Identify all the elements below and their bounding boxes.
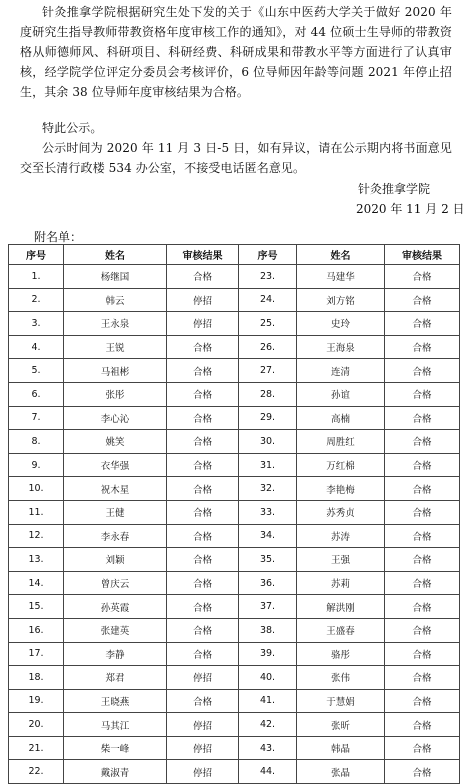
table-cell: 曾庆云 bbox=[64, 571, 167, 595]
table-cell: 合格 bbox=[167, 430, 239, 454]
table-cell: 合格 bbox=[167, 335, 239, 359]
table-cell: 合格 bbox=[167, 382, 239, 406]
table-cell: 合格 bbox=[385, 713, 460, 737]
table-cell: 合格 bbox=[385, 335, 460, 359]
table-cell: 王锐 bbox=[64, 335, 167, 359]
table-cell: 合格 bbox=[385, 500, 460, 524]
notice-paragraph-1: 针灸推拿学院根据研究生处下发的关于《山东中医药大学关于做好 2020 年度研究生指导教师带教资格年度审核工作的通知》，对 44 位硕士生导师的带教资格从师德师风、科研项目、科研经费、科研成果和带教水平等方面进行了认真审核，经学院学位评定分委员会考核评价，6 位导师因年龄等问题 2021 年停止招生，其余 38 位导师年度审核结果为合格。 bbox=[20, 5, 452, 99]
table-cell: 43. bbox=[239, 736, 297, 760]
table-cell: 周胜红 bbox=[297, 430, 385, 454]
table-row bbox=[9, 335, 460, 359]
header-cell: 审核结果 bbox=[385, 245, 460, 265]
table-cell: 杨继国 bbox=[64, 265, 167, 289]
table-row bbox=[9, 406, 460, 430]
table-cell: 22. bbox=[9, 760, 64, 784]
table-row bbox=[9, 760, 460, 784]
table-cell: 31. bbox=[239, 453, 297, 477]
table-cell: 38. bbox=[239, 618, 297, 642]
table-cell: 刘方铭 bbox=[297, 288, 385, 312]
table-cell: 高楠 bbox=[297, 406, 385, 430]
table-cell: 42. bbox=[239, 713, 297, 737]
notice-paragraph-2: 特此公示。 bbox=[42, 121, 103, 135]
table-row bbox=[9, 288, 460, 312]
table-cell: 15. bbox=[9, 595, 64, 619]
table-cell: 合格 bbox=[385, 382, 460, 406]
table-cell: 合格 bbox=[167, 359, 239, 383]
table-cell: 11. bbox=[9, 500, 64, 524]
table-cell: 合格 bbox=[167, 642, 239, 666]
table-cell: 姚笑 bbox=[64, 430, 167, 454]
table-cell: 张建英 bbox=[64, 618, 167, 642]
table-cell: 苏涛 bbox=[297, 524, 385, 548]
table-row bbox=[9, 666, 460, 690]
table-cell: 2. bbox=[9, 288, 64, 312]
table-cell: 合格 bbox=[385, 595, 460, 619]
table-cell: 合格 bbox=[167, 571, 239, 595]
table-cell: 合格 bbox=[385, 618, 460, 642]
table-cell: 王强 bbox=[297, 548, 385, 572]
table-row bbox=[9, 595, 460, 619]
table-cell: 苏莉 bbox=[297, 571, 385, 595]
table-cell: 史玲 bbox=[297, 312, 385, 336]
table-cell: 6. bbox=[9, 382, 64, 406]
table-cell: 14. bbox=[9, 571, 64, 595]
table-cell: 合格 bbox=[385, 288, 460, 312]
table-cell: 9. bbox=[9, 453, 64, 477]
attachment-title: 附名单： bbox=[34, 230, 83, 244]
table-cell: 王晓燕 bbox=[64, 689, 167, 713]
table-cell: 停招 bbox=[167, 312, 239, 336]
table-cell: 34. bbox=[239, 524, 297, 548]
table-cell: 合格 bbox=[385, 571, 460, 595]
table-cell: 合格 bbox=[385, 312, 460, 336]
table-cell: 苏秀贞 bbox=[297, 500, 385, 524]
table-cell: 万红棉 bbox=[297, 453, 385, 477]
table-cell: 衣华强 bbox=[64, 453, 167, 477]
table-row bbox=[9, 477, 460, 501]
table-cell: 连清 bbox=[297, 359, 385, 383]
table-cell: 25. bbox=[239, 312, 297, 336]
header-cell: 审核结果 bbox=[167, 245, 239, 265]
table-cell: 39. bbox=[239, 642, 297, 666]
table-cell: 合格 bbox=[385, 265, 460, 289]
table-cell: 33. bbox=[239, 500, 297, 524]
table-cell: 29. bbox=[239, 406, 297, 430]
table-cell: 戴淑青 bbox=[64, 760, 167, 784]
table-cell: 19. bbox=[9, 689, 64, 713]
table-cell: 合格 bbox=[385, 524, 460, 548]
table-cell: 41. bbox=[239, 689, 297, 713]
table-cell: 26. bbox=[239, 335, 297, 359]
table-cell: 合格 bbox=[385, 642, 460, 666]
table-cell: 解洪刚 bbox=[297, 595, 385, 619]
table-cell: 李艳梅 bbox=[297, 477, 385, 501]
table-row bbox=[9, 382, 460, 406]
table-row bbox=[9, 571, 460, 595]
table-cell: 孙谊 bbox=[297, 382, 385, 406]
header-cell: 序号 bbox=[239, 245, 297, 265]
table-cell: 合格 bbox=[167, 548, 239, 572]
table-cell: 4. bbox=[9, 335, 64, 359]
table-cell: 马其江 bbox=[64, 713, 167, 737]
table-cell: 韩晶 bbox=[297, 736, 385, 760]
header-cell: 姓名 bbox=[64, 245, 167, 265]
table-cell: 李静 bbox=[64, 642, 167, 666]
table-row bbox=[9, 453, 460, 477]
table-cell: 21. bbox=[9, 736, 64, 760]
table-cell: 张彤 bbox=[64, 382, 167, 406]
table-cell: 于慧娟 bbox=[297, 689, 385, 713]
table-cell: 王健 bbox=[64, 500, 167, 524]
table-cell: 王永泉 bbox=[64, 312, 167, 336]
table-cell: 44. bbox=[239, 760, 297, 784]
table-cell: 16. bbox=[9, 618, 64, 642]
table-row bbox=[9, 713, 460, 737]
table-cell: 1. bbox=[9, 265, 64, 289]
table-header-row bbox=[9, 245, 460, 265]
table-cell: 合格 bbox=[167, 524, 239, 548]
table-cell: 合格 bbox=[167, 595, 239, 619]
notice-date: 2020 年 11 月 2 日 bbox=[356, 202, 465, 216]
table-cell: 8. bbox=[9, 430, 64, 454]
table-row bbox=[9, 642, 460, 666]
table-row bbox=[9, 524, 460, 548]
table-row bbox=[9, 430, 460, 454]
table-cell: 20. bbox=[9, 713, 64, 737]
table-cell: 合格 bbox=[385, 736, 460, 760]
review-results-table bbox=[8, 244, 460, 784]
table-cell: 王海泉 bbox=[297, 335, 385, 359]
table-cell: 27. bbox=[239, 359, 297, 383]
table-cell: 停招 bbox=[167, 713, 239, 737]
table-cell: 刘颖 bbox=[64, 548, 167, 572]
table-body bbox=[9, 265, 460, 784]
header-cell: 姓名 bbox=[297, 245, 385, 265]
table-cell: 王盛春 bbox=[297, 618, 385, 642]
table-cell: 合格 bbox=[385, 689, 460, 713]
table-cell: 合格 bbox=[167, 477, 239, 501]
table-cell: 李永春 bbox=[64, 524, 167, 548]
table-row bbox=[9, 265, 460, 289]
table-cell: 马建华 bbox=[297, 265, 385, 289]
table-cell: 30. bbox=[239, 430, 297, 454]
table-cell: 郑君 bbox=[64, 666, 167, 690]
table-cell: 柴一峰 bbox=[64, 736, 167, 760]
table-row bbox=[9, 500, 460, 524]
table-cell: 12. bbox=[9, 524, 64, 548]
table-row bbox=[9, 359, 460, 383]
table-cell: 李心沁 bbox=[64, 406, 167, 430]
table-cell: 停招 bbox=[167, 760, 239, 784]
table-cell: 孙英霞 bbox=[64, 595, 167, 619]
table-cell: 停招 bbox=[167, 288, 239, 312]
notice-paragraph-3: 公示时间为 2020 年 11 月 3 日-5 日，如有异议，请在公示期内将书面意见交至长清行政楼 534 办公室，不接受电话匿名意见。 bbox=[20, 141, 452, 175]
table-cell: 40. bbox=[239, 666, 297, 690]
table-cell: 合格 bbox=[385, 666, 460, 690]
table-cell: 23. bbox=[239, 265, 297, 289]
table-cell: 祝木星 bbox=[64, 477, 167, 501]
header-cell: 序号 bbox=[9, 245, 64, 265]
table-cell: 张伟 bbox=[297, 666, 385, 690]
table-cell: 18. bbox=[9, 666, 64, 690]
table-cell: 合格 bbox=[385, 430, 460, 454]
table-cell: 28. bbox=[239, 382, 297, 406]
table-cell: 停招 bbox=[167, 666, 239, 690]
table-cell: 合格 bbox=[167, 689, 239, 713]
table-cell: 合格 bbox=[385, 760, 460, 784]
table-cell: 24. bbox=[239, 288, 297, 312]
table-cell: 3. bbox=[9, 312, 64, 336]
table-cell: 32. bbox=[239, 477, 297, 501]
table-cell: 张晶 bbox=[297, 760, 385, 784]
table-cell: 合格 bbox=[167, 618, 239, 642]
table-cell: 骆彤 bbox=[297, 642, 385, 666]
table-cell: 13. bbox=[9, 548, 64, 572]
table-cell: 35. bbox=[239, 548, 297, 572]
table-cell: 合格 bbox=[385, 453, 460, 477]
table-cell: 7. bbox=[9, 406, 64, 430]
table-cell: 张昕 bbox=[297, 713, 385, 737]
table-cell: 合格 bbox=[167, 453, 239, 477]
table-cell: 停招 bbox=[167, 736, 239, 760]
table-cell: 10. bbox=[9, 477, 64, 501]
table-cell: 合格 bbox=[167, 265, 239, 289]
table-cell: 合格 bbox=[385, 548, 460, 572]
table-cell: 合格 bbox=[385, 359, 460, 383]
table-row bbox=[9, 689, 460, 713]
table-cell: 合格 bbox=[385, 477, 460, 501]
table-cell: 马祖彬 bbox=[64, 359, 167, 383]
table-row bbox=[9, 548, 460, 572]
table-row bbox=[9, 312, 460, 336]
table-row bbox=[9, 618, 460, 642]
table-cell: 5. bbox=[9, 359, 64, 383]
table-cell: 合格 bbox=[167, 500, 239, 524]
table-cell: 韩云 bbox=[64, 288, 167, 312]
table-cell: 17. bbox=[9, 642, 64, 666]
signature: 针灸推拿学院 bbox=[358, 182, 431, 196]
table-cell: 37. bbox=[239, 595, 297, 619]
table-cell: 合格 bbox=[385, 406, 460, 430]
table-cell: 36. bbox=[239, 571, 297, 595]
table-cell: 合格 bbox=[167, 406, 239, 430]
